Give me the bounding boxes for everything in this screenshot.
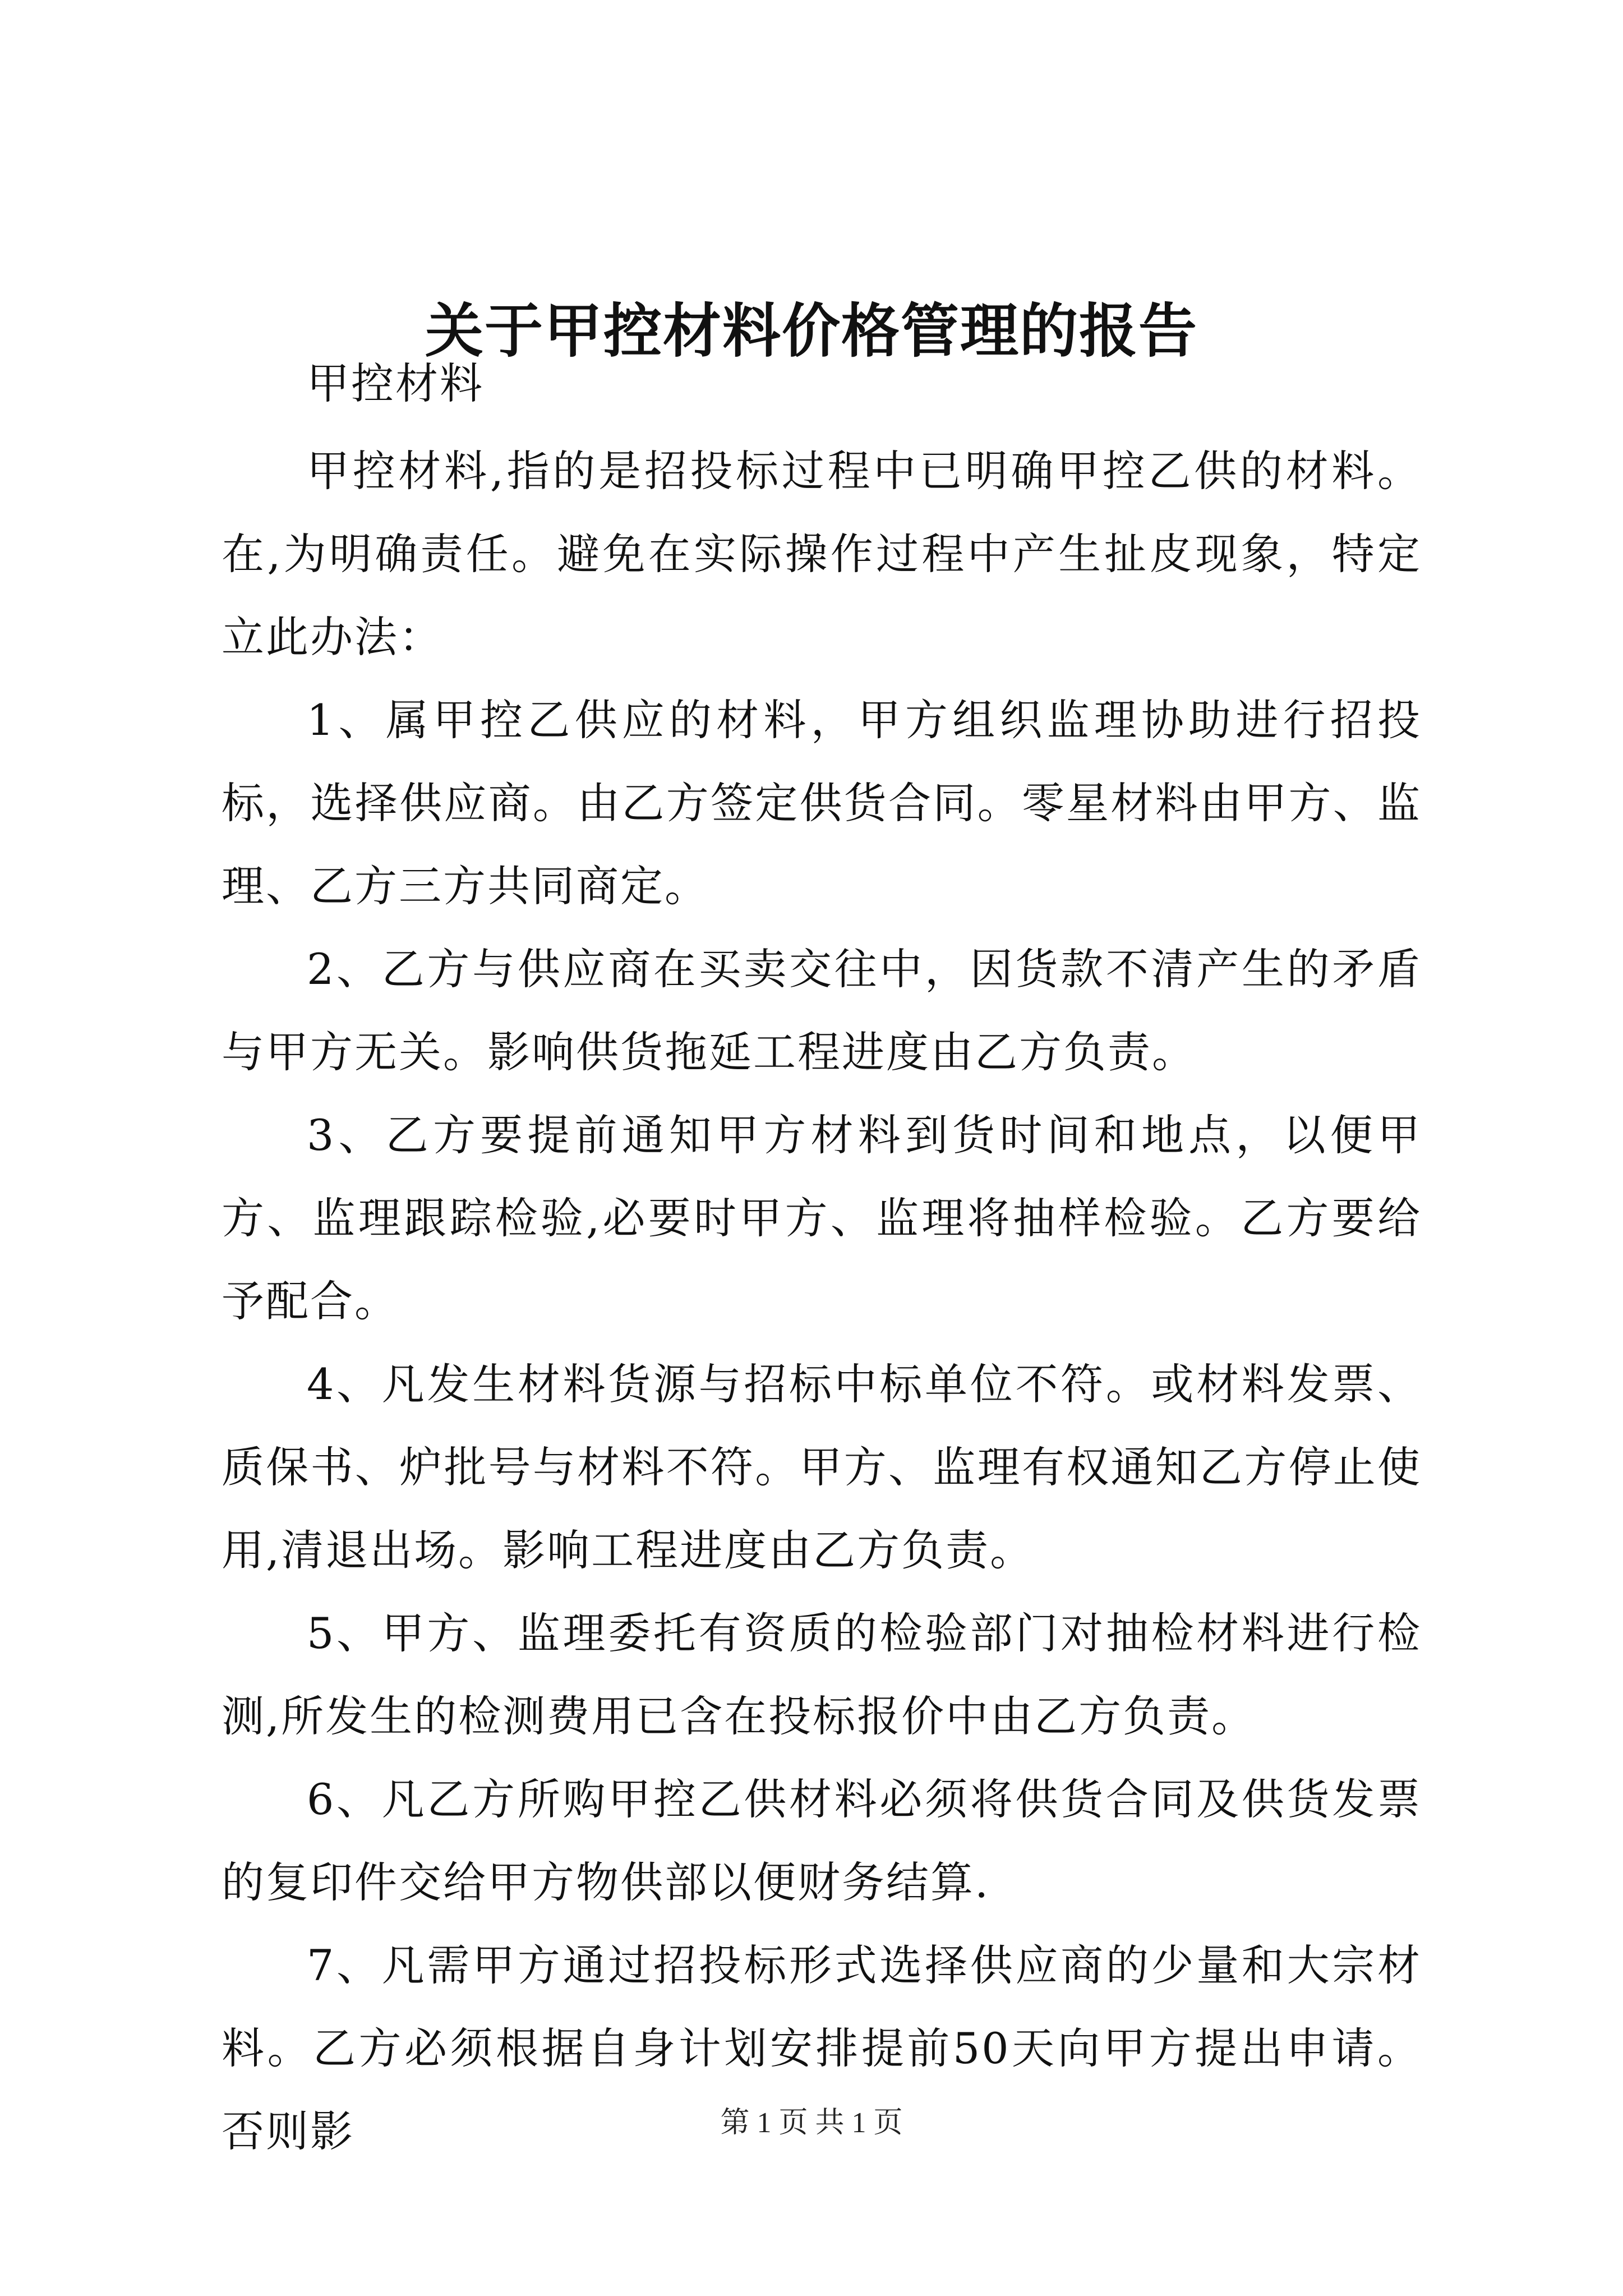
document-title: 关于甲控材料价格管理的报告: [425, 296, 1198, 365]
page-footer: 第 1 页 共 1 页: [720, 2107, 903, 2139]
paragraph-item-2: 2、乙方与供应商在买卖交往中，因货款不清产生的矛盾与甲方无关。影响供货拖延工程进度由乙方负责。: [222, 944, 1422, 1077]
paragraph-intro: 甲控材料,指的是招投标过程中已明确甲控乙供的材料。在,为明确责任。避免在实际操作过程中产生扯皮现象，特定立此办法：: [222, 446, 1422, 662]
paragraph-item-1: 1、属甲控乙供应的材料，甲方组织监理协助进行招投标，选择供应商。由乙方签定供货合同。零星材料由甲方、监理、乙方三方共同商定。: [222, 695, 1422, 911]
paragraph-item-6: 6、凡乙方所购甲控乙供材料必须将供货合同及供货发票的复印件交给甲方物供部以便财务结算.: [222, 1774, 1422, 1907]
paragraph-item-3: 3、乙方要提前通知甲方材料到货时间和地点，以便甲方、监理跟踪检验,必要时甲方、监理将抽样检验。乙方要给予配合。: [222, 1110, 1422, 1326]
paragraph-item-4: 4、凡发生材料货源与招标中标单位不符。或材料发票、质保书、炉批号与材料不符。甲方、监理有权通知乙方停止使用,清退出场。影响工程进度由乙方负责。: [222, 1359, 1422, 1575]
section-heading: 甲控材料: [307, 358, 484, 408]
paragraph-item-7: 7、凡需甲方通过招投标形式选择供应商的少量和大宗材料。乙方必须根据自身计划安排提前50天向甲方提出申请。否则影: [222, 1940, 1422, 2156]
paragraph-item-5: 5、甲方、监理委托有资质的检验部门对抽检材料进行检测,所发生的检测费用已含在投标报价中由乙方负责。: [222, 1608, 1422, 1741]
document-body: [222, 342, 1422, 2173]
